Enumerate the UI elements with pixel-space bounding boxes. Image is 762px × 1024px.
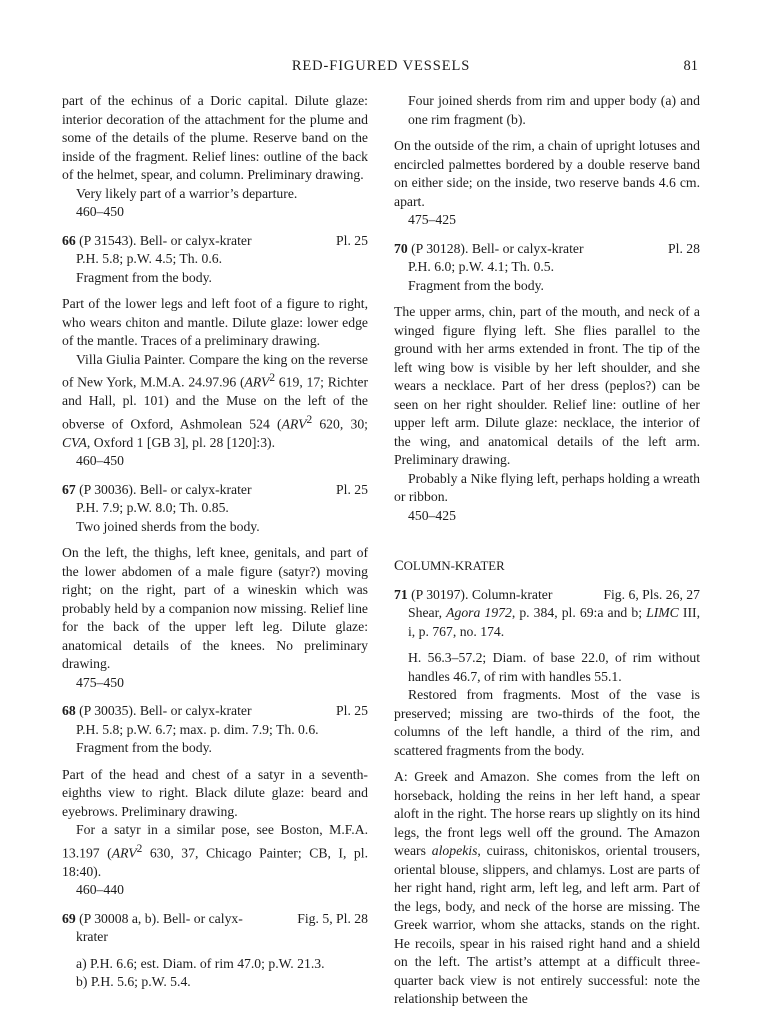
running-title: RED-FIGURED VESSELS: [291, 58, 471, 74]
entry-dimensions: P.H. 5.8; p.W. 6.7; max. p. dim. 7.9; Th. 0.6.: [76, 721, 319, 737]
catalogue-entry-68-heading: [62, 702, 368, 721]
catalogue-entry-69-heading: [62, 910, 368, 929]
entry-number: 67: [62, 481, 76, 497]
entry-dimensions-a: a) P.H. 6.6; est. Diam. of rim 47.0; p.W. 21.3.: [76, 955, 325, 971]
entry-description: Part of the head and chest of a satyr in a seventh-eighths view to right. Black dilute glaze: beard and eyebrows. Preliminary drawing.: [62, 766, 368, 819]
section-heading: COLUMN-KRATER: [394, 558, 505, 574]
entry-date: 460–440: [76, 882, 124, 898]
entry-fragment: Two joined sherds from the body.: [76, 518, 260, 534]
entry-plate-ref: Pl. 25: [336, 703, 368, 719]
entry-number: 69: [62, 910, 76, 926]
entry-note: Probably a Nike flying left, perhaps holding a wreath or ribbon.: [394, 470, 700, 504]
entry-description: Part of the lower legs and left foot of a figure to right, who wears chiton and mantle. Dilute glaze: lower edge of the mantle. Traces of a preliminary drawing.: [62, 296, 368, 348]
entry-inventory-continued: krater: [76, 929, 108, 945]
right-column: [394, 92, 700, 1009]
entry-dimensions: H. 56.3–57.2; Diam. of base 22.0, of rim without handles 46.7, of rim with handles 55.1.: [408, 650, 700, 684]
entry-fragment: Four joined sherds from rim and upper body (a) and one rim fragment (b).: [408, 93, 700, 127]
entry-number: 66: [62, 232, 76, 248]
catalogue-entry-71-heading: [394, 586, 700, 605]
continued-note: Very likely part of a warrior’s departure.: [76, 185, 298, 201]
entry-dimension-list: [62, 955, 368, 992]
entry-dimensions: P.H. 6.0; p.W. 4.1; Th. 0.5.: [408, 259, 555, 274]
entry-date: 475–425: [408, 212, 456, 227]
page-number: 81: [683, 58, 698, 74]
entry-inventory: (P 31543). Bell- or calyx-krater: [79, 232, 252, 248]
catalogue-entry-66-heading: [62, 232, 368, 251]
entry-fragment: Fragment from the body.: [408, 277, 544, 293]
entry-inventory: (P 30128). Bell- or calyx-krater: [411, 240, 584, 256]
running-header: [62, 58, 700, 78]
entry-plate-ref: Fig. 5, Pl. 28: [297, 910, 368, 926]
entry-description: The upper arms, chin, part of the mouth, and neck of a winged figure flying left. She flies parallel to the ground with her arms extended in front. The tip of the left wing bow is visible by her left shoulder, and she wears a necklace. Part of her dress (peplos?) can be seen on her right shoulder. Relief line: outline of her upper left arm. Dilute glaze: necklace, the interior of the wing, and anatomical details of the left arm. Preliminary drawing.: [394, 304, 700, 467]
continued-paragraph: part of the echinus of a Doric capital. Dilute glaze: interior decoration of the attachment for the plume and some of the details of the plume. Reserve band on the inside of the fragment. Relief lines: outline of the back of the helmet, spear, and column. Preliminary drawing.: [62, 93, 368, 182]
entry-description: On the outside of the rim, a chain of upright lotuses and encircled palmettes bordered by a double reserve band on either side; on the inside, two reserve bands 4.6 cm. apart.: [394, 138, 700, 209]
entry-dimensions: P.H. 5.8; p.W. 4.5; Th. 0.6.: [76, 251, 223, 266]
entry-comparanda: For a satyr in a similar pose, see Boston, M.F.A. 13.197 (ARV$^2$ 630, 37, Chicago Painter; CB, I, pl. 18:40).: [62, 822, 368, 879]
entry-fragment: Fragment from the body.: [76, 740, 212, 756]
entry-plate-ref: Pl. 25: [336, 481, 368, 497]
entry-date: 460–450: [76, 453, 124, 469]
entry-bibliography: Shear, Agora 1972, p. 384, pl. 69:a and b; LIMC III, i, p. 767, no. 174.: [408, 605, 700, 639]
catalogue-entry-67-heading: [62, 481, 368, 500]
entry-fragment: Fragment from the body.: [76, 269, 212, 285]
entry-comparanda: Villa Giulia Painter. Compare the king on the reverse of New York, M.M.A. 24.97.96 (ARV$^2$ 619, 17; Richter and Hall, pl. 101) and the Muse on the left of the obverse of Oxford, Ashmolean 524 (ARV$^2$ 620, 30; CVA, Oxford 1 [GB 3], pl. 28 [120]:3).: [62, 351, 369, 450]
catalogue-entry-70-heading: [394, 240, 700, 259]
entry-plate-ref: Fig. 6, Pls. 26, 27: [603, 586, 700, 602]
entry-number: 71: [394, 586, 408, 602]
entry-dimensions-b: b) P.H. 5.6; p.W. 5.4.: [76, 974, 191, 990]
entry-inventory: (P 30036). Bell- or calyx-krater: [79, 481, 252, 497]
continued-date: 460–450: [76, 204, 124, 219]
entry-dimensions: P.H. 7.9; p.W. 8.0; Th. 0.85.: [76, 500, 229, 516]
entry-inventory: (P 30197). Column-krater: [411, 586, 553, 602]
entry-inventory: (P 30008 a, b). Bell- or calyx-: [79, 910, 243, 926]
entry-plate-ref: Pl. 25: [336, 232, 368, 248]
entry-description: A: Greek and Amazon. She comes from the left on horseback, holding the reins in her left hand, a spear aloft in the right. The horse rears up slightly on its hind legs, the front legs well off the ground. The Amazon wears alopekis, cuirass, chitoniskos, oriental trousers, oriental blouse, slippers, and chlamys. Lost are parts of her right hand, right arm, left leg, and left arm. Part of the legs, body, and neck of the horse are missing. The Greek warrior, whom she attacks, stands on the right. He recoils, spear in his raised right hand and a shield on the left. The artist’s attempt at a difficult three-quarter back view is not entirely successful: note the relationship between the: [394, 769, 700, 1006]
entry-plate-ref: Pl. 28: [668, 240, 700, 256]
entry-number: 70: [394, 240, 408, 256]
entry-inventory: (P 30035). Bell- or calyx-krater: [79, 703, 252, 719]
entry-date: 475–450: [76, 674, 124, 690]
left-column: [62, 92, 368, 992]
entry-number: 68: [62, 703, 76, 719]
entry-date: 450–425: [408, 507, 456, 523]
entry-restoration: Restored from fragments. Most of the vase is preserved; missing are two-thirds of the foot, the columns of the left handle, a third of the rim, and scattered fragments from the body.: [394, 687, 700, 758]
entry-description: On the left, the thighs, left knee, genitals, and part of the lower abdomen of a male figure (satyr?) moving right; on the right, part of a wineskin which was probably held by a companion now missing. Relief line for the back of the upper left leg. Dilute glaze: anatomical details of the knees. No preliminary drawing.: [62, 545, 368, 672]
